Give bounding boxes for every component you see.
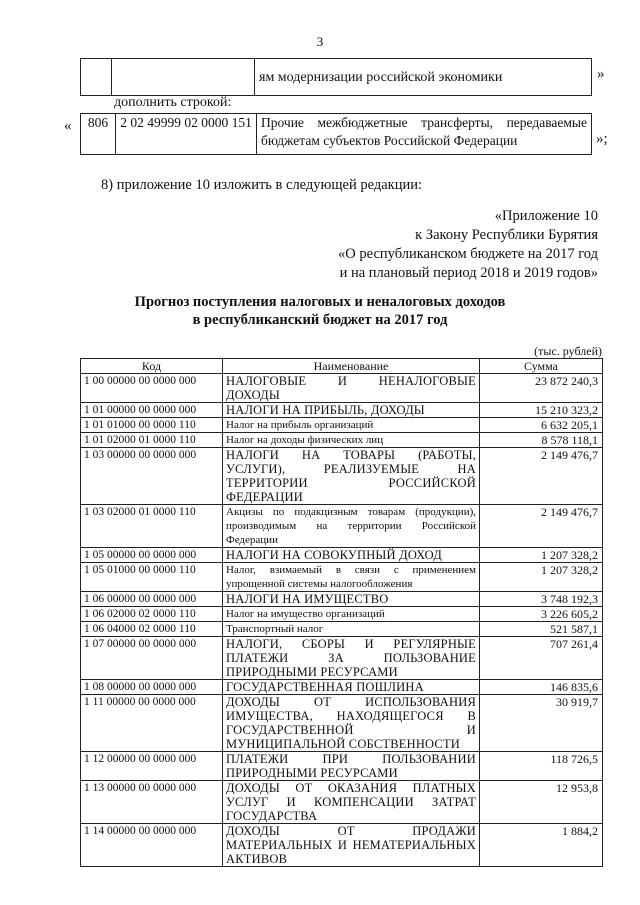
new-row-kbk: 2 02 49999 02 0000 151: [116, 114, 257, 155]
table-row: [81, 824, 603, 867]
row-amount: 1 207 328,2: [480, 563, 603, 592]
appendix-line-3: «О республиканском бюджете на 2017 год: [338, 246, 598, 262]
row-amount: 30 919,7: [480, 695, 603, 752]
row-name: ДОХОДЫ ОТ ОКАЗАНИЯ ПЛАТНЫХ УСЛУГ И КОМПЕНСАЦИИ ЗАТРАТ ГОСУДАРСТВА: [223, 781, 480, 824]
row-code: 1 05 00000 00 0000 000: [81, 548, 223, 563]
header-amount: Сумма: [480, 359, 603, 374]
appendix-line-2: к Закону Республики Бурятия: [415, 227, 598, 243]
prev-row-name: ям модернизации российской экономики: [255, 59, 592, 96]
row-code: 1 01 01000 00 0000 110: [81, 418, 223, 433]
row-name: Налог, взимаемый в связи с применением упрощенной системы налогообложения: [223, 563, 480, 592]
add-line-text: дополнить строкой:: [114, 95, 232, 110]
row-name: Акцизы по подакцизным товарам (продукции), производимым на территории Российской Федерации: [223, 505, 480, 548]
prev-row-close-quote: »: [597, 66, 605, 82]
row-name: НАЛОГИ НА ПРИБЫЛЬ, ДОХОДЫ: [223, 403, 480, 418]
row-amount: 12 953,8: [480, 781, 603, 824]
table-row: [81, 418, 603, 433]
new-row-open-quote: «: [64, 118, 72, 134]
table-row: [81, 433, 603, 448]
row-amount: 2 149 476,7: [480, 448, 603, 505]
row-code: 1 07 00000 00 0000 000: [81, 637, 223, 680]
row-code: 1 00 00000 00 0000 000: [81, 374, 223, 403]
table-row: [81, 622, 603, 637]
previous-row-table: [80, 58, 592, 96]
table-row: [81, 607, 603, 622]
title-line-2: в республиканский бюджет на 2017 год: [192, 312, 448, 328]
row-code: 1 13 00000 00 0000 000: [81, 781, 223, 824]
prev-row-code: [81, 59, 112, 96]
row-code: 1 08 00000 00 0000 000: [81, 680, 223, 695]
row-code: 1 06 04000 02 0000 110: [81, 622, 223, 637]
table-row: [81, 374, 603, 403]
row-name: НАЛОГИ НА ТОВАРЫ (РАБОТЫ, УСЛУГИ), РЕАЛИЗУЕМЫЕ НА ТЕРРИТОРИИ РОССИЙСКОЙ ФЕДЕРАЦИИ: [223, 448, 480, 505]
table-row: [81, 563, 603, 592]
item-8-text: 8) приложение 10 изложить в следующей редакции:: [101, 177, 423, 193]
table-row: [81, 448, 603, 505]
table-row: [81, 592, 603, 607]
row-amount: 521 587,1: [480, 622, 603, 637]
row-name: Транспортный налог: [223, 622, 480, 637]
row-code: 1 05 01000 00 0000 110: [81, 563, 223, 592]
table-row: [81, 637, 603, 680]
row-amount: 1 884,2: [480, 824, 603, 867]
table-row: [81, 680, 603, 695]
new-row-name: Прочие межбюджетные трансферты, передаваемые бюджетам субъектов Российской Федерации: [257, 114, 592, 155]
row-name: ДОХОДЫ ОТ ИСПОЛЬЗОВАНИЯ ИМУЩЕСТВА, НАХОДЯЩЕГОСЯ В ГОСУДАРСТВЕННОЙ И МУНИЦИПАЛЬНОЙ СОБСТВЕННОСТИ: [223, 695, 480, 752]
row-name: НАЛОГИ, СБОРЫ И РЕГУЛЯРНЫЕ ПЛАТЕЖИ ЗА ПОЛЬЗОВАНИЕ ПРИРОДНЫМИ РЕСУРСАМИ: [223, 637, 480, 680]
table-row: [81, 548, 603, 563]
row-code: 1 11 00000 00 0000 000: [81, 695, 223, 752]
table-row: [81, 752, 603, 781]
table-row: [81, 505, 603, 548]
row-name: НАЛОГОВЫЕ И НЕНАЛОГОВЫЕ ДОХОДЫ: [223, 374, 480, 403]
header-name: Наименование: [223, 359, 480, 374]
row-amount: 707 261,4: [480, 637, 603, 680]
row-amount: 2 149 476,7: [480, 505, 603, 548]
row-code: 1 06 00000 00 0000 000: [81, 592, 223, 607]
appendix-line-1: «Приложение 10: [494, 208, 598, 224]
row-amount: 146 835,6: [480, 680, 603, 695]
row-code: 1 06 02000 02 0000 110: [81, 607, 223, 622]
appendix-heading: [338, 207, 598, 283]
row-name: Налог на прибыль организаций: [223, 418, 480, 433]
row-amount: 118 726,5: [480, 752, 603, 781]
new-row-close-quote: »;: [596, 131, 608, 147]
table-row: [81, 403, 603, 418]
row-amount: 23 872 240,3: [480, 374, 603, 403]
row-amount: 1 207 328,2: [480, 548, 603, 563]
table-row: [81, 781, 603, 824]
row-name: ДОХОДЫ ОТ ПРОДАЖИ МАТЕРИАЛЬНЫХ И НЕМАТЕРИАЛЬНЫХ АКТИВОВ: [223, 824, 480, 867]
revenue-table: [80, 358, 603, 867]
row-name: ГОСУДАРСТВЕННАЯ ПОШЛИНА: [223, 680, 480, 695]
row-name: Налог на доходы физических лиц: [223, 433, 480, 448]
row-name: НАЛОГИ НА ИМУЩЕСТВО: [223, 592, 480, 607]
row-amount: 15 210 323,2: [480, 403, 603, 418]
page-number: 3: [316, 34, 324, 49]
row-code: 1 01 02000 01 0000 110: [81, 433, 223, 448]
row-amount: 3 226 605,2: [480, 607, 603, 622]
document-title: [0, 293, 640, 329]
row-code: 1 03 02000 01 0000 110: [81, 505, 223, 548]
row-amount: 3 748 192,3: [480, 592, 603, 607]
row-amount: 8 578 118,1: [480, 433, 603, 448]
row-code: 1 14 00000 00 0000 000: [81, 824, 223, 867]
new-row-table: [80, 113, 592, 155]
row-name: НАЛОГИ НА СОВОКУПНЫЙ ДОХОД: [223, 548, 480, 563]
prev-row-kbk: [112, 59, 255, 96]
row-code: 1 03 00000 00 0000 000: [81, 448, 223, 505]
header-code: Код: [81, 359, 223, 374]
row-name: ПЛАТЕЖИ ПРИ ПОЛЬЗОВАНИИ ПРИРОДНЫМИ РЕСУРСАМИ: [223, 752, 480, 781]
row-amount: 6 632 205,1: [480, 418, 603, 433]
table-row: [81, 695, 603, 752]
table-header-row: [81, 359, 603, 374]
new-row-code: 806: [81, 114, 116, 155]
row-code: 1 01 00000 00 0000 000: [81, 403, 223, 418]
title-line-1: Прогноз поступления налоговых и неналоговых доходов: [134, 294, 506, 310]
row-name: Налог на имущество организаций: [223, 607, 480, 622]
row-code: 1 12 00000 00 0000 000: [81, 752, 223, 781]
appendix-line-4: и на плановый период 2018 и 2019 годов»: [339, 265, 598, 281]
units-label: (тыс. рублей): [534, 344, 602, 358]
